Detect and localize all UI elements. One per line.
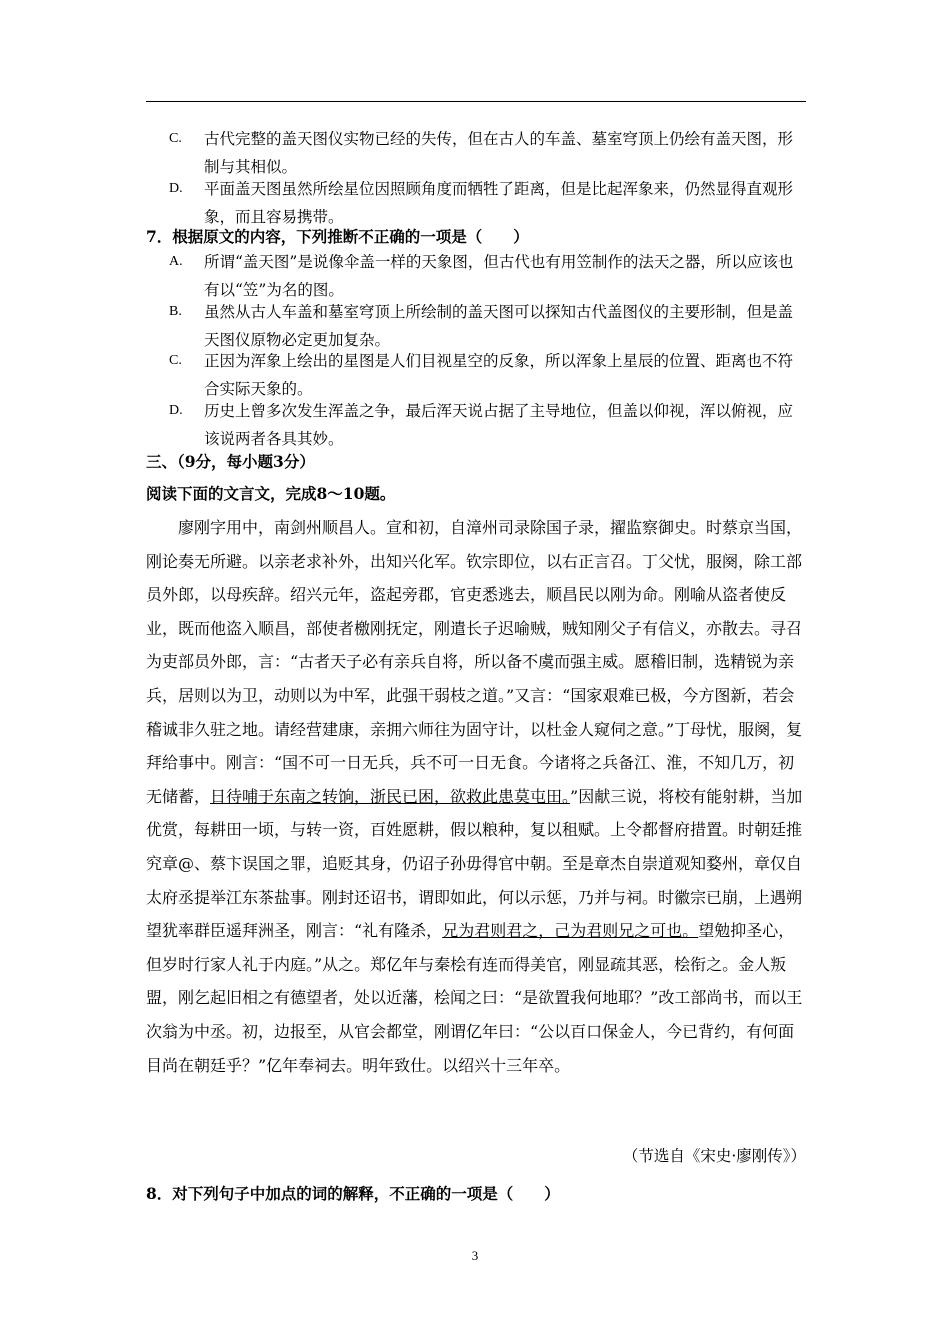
q6-option-c: [146, 125, 808, 181]
q7-option-a: [146, 248, 808, 304]
passage-source: （节选自《宋史·廖刚传》）: [622, 1147, 806, 1165]
passage: [146, 511, 808, 1082]
section-3-instruction: 阅读下面的文言文，完成8～10题。: [146, 484, 396, 503]
option-text: 所谓“盖天图”是说像伞盖一样的天象图，但古代也有用笠制作的法天之器，所以应该也有以“笠”为名的图。: [204, 253, 794, 299]
question-7-stem: 7．根据原文的内容，下列推断不正确的一项是（ ）: [146, 227, 529, 246]
page-number: 3: [471, 1248, 479, 1263]
passage-text-1: 廖刚字用中，南剑州顺昌人。宣和初，自漳州司录除国子录，擢监察御史。时蔡京当国，刚论奏无所避。以亲老求补外，出知兴化军。钦宗即位，以右正言召。丁父忧，服阕，除工部员外郎，以母疾辞。绍兴元年，盗起旁郡，官吏悉逃去，顺昌民以刚为命。刚喻从盗者使反业，既而他盗入顺昌，部使者檄刚抚定，刚遣长子迟喻贼，贼知刚父子有信义，亦散去。寻召为吏部员外郎，言：“古者天子必有亲兵自将，所以备不虞而强主威。愿稽旧制，选精锐为亲兵，居则以为卫，动则以为中军，此强干弱枝之道。”又言：“国家艰难已极，今方图新，若会稽诚非久驻之地。请经营建康，亲拥六师往为固守计，以杜金人窥伺之意。”丁母忧，服阕，复拜给事中。刚言：“国不可一日无兵，兵不可一日无食。今诸将之兵备江、淮，不知几万，初无储蓄，: [146, 518, 803, 806]
q7-option-b: [146, 298, 808, 354]
header-rule: [146, 101, 806, 102]
option-letter: C.: [169, 131, 182, 146]
option-text: 虽然从古人车盖和墓室穹顶上所绘制的盖天图可以探知古代盖图仪的主要形制，但是盖天图仪原物必定更加复杂。: [204, 303, 794, 349]
passage-underlined-sentence-1: 日待哺于东南之转饷，浙民已困，欲救此患莫屯田。: [210, 786, 571, 806]
option-letter: D.: [169, 403, 183, 418]
option-letter: A.: [169, 254, 183, 269]
section-3-heading: 三、（9分，每小题3分）: [146, 452, 315, 471]
passage-paragraph: [146, 511, 808, 1082]
option-text: 古代完整的盖天图仪实物已经的失传，但在古人的车盖、墓室穹顶上仍绘有盖天图，形制与其相似。: [204, 130, 794, 176]
passage-text-3: 望勉抑圣心，但岁时行家人礼于内庭。”从之。郑亿年与秦桧有连而得美官，刚显疏其恶，桧衔之。金人叛盟，刚乞起旧相之有德望者，处以近藩，桧闻之曰：“是欲置我何地耶？”改工部尚书，而以王次翁为中丞。初，边报至，从官会都堂，刚谓亿年曰：“公以百口保金人，今已背约，有何面目尚在朝廷乎？”亿年奉祠去。明年致仕。以绍兴十三年卒。: [146, 921, 803, 1075]
option-letter: D.: [169, 181, 183, 196]
q7-option-d: [146, 397, 808, 453]
question-8-stem: 8．对下列句子中加点的词的解释，不正确的一项是（ ）: [146, 1184, 560, 1203]
option-letter: B.: [169, 304, 182, 319]
option-letter: C.: [169, 353, 182, 368]
passage-underlined-sentence-2: 兄为君则君之，己为君则兄之可也。: [442, 921, 699, 941]
option-text: 正因为浑象上绘出的星图是人们目视星空的反象，所以浑象上星辰的位置、距离也不符合实际天象的。: [204, 352, 794, 398]
passage-text-2: ”因献三说，将校有能射耕，当加优赏，每耕田一顷，与转一资，百姓愿耕，假以粮种，复以租赋。上令都督府措置。时朝廷推究章@、蔡卞误国之罪，追贬其身，仍诏子孙毋得官中朝。至是章杰自崇道观知婺州，章仅自太府丞提举江东茶盐事。刚封还诏书，谓即如此，何以示惩，乃并与祠。时徽宗已崩，上遇朔望犹率群臣遥拜洲圣，刚言：“礼有隆杀，: [146, 786, 803, 941]
option-text: 平面盖天图虽然所绘星位因照顾角度而牺牲了距离，但是比起浑象来，仍然显得直观形象，而且容易携带。: [204, 180, 794, 226]
q7-option-c: [146, 347, 808, 403]
option-text: 历史上曾多次发生浑盖之争，最后浑天说占据了主导地位，但盖以仰视，浑以俯视，应该说两者各具其妙。: [204, 402, 794, 448]
